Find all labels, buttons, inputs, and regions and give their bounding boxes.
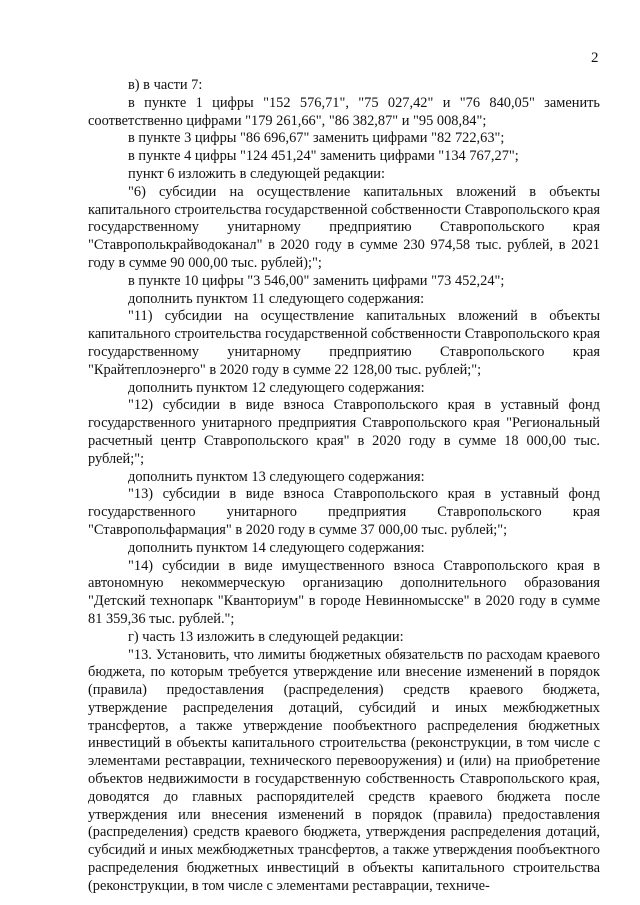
paragraph-item-12-text: "12) субсидии в виде взноса Ставропольского края в уставный фонд государственного унитарного предприятия Ставропольского края "Региональный расчетный центр Ставропольского края" в 2020 году в сумме 18 000,00 тыс. рублей;"; [88, 397, 600, 467]
paragraph-item-13-text: "13) субсидии в виде взноса Ставропольского края в уставный фонд государственного унитарного предприятия Ставропольского края "Ставропольфармация" в 2020 году в сумме 37 000,00 тыс. рублей;"; [88, 486, 600, 538]
paragraph-item-6-intro: пункт 6 изложить в следующей редакции: [128, 165, 385, 182]
paragraph-item-14-text: "14) субсидии в виде имущественного взноса Ставропольского края в автономную некоммерческую организацию дополнительного образования "Детский технопарк "Кванториум" в городе Невинномысске" в 2020 году в сумме 81 359,36 тыс. рублей."; [88, 557, 600, 627]
paragraph-item-4-replace: в пункте 4 цифры "124 451,24" заменить цифрами "134 767,27"; [128, 148, 519, 165]
paragraph-item-1-replace: в пункте 1 цифры "152 576,71", "75 027,42" и "76 840,05" заменить соответственно цифрами "179 261,66", "86 382,87" и "95 008,84"; [88, 94, 600, 129]
paragraph-item-10-replace: в пункте 10 цифры "3 546,00" заменить цифрами "73 452,24"; [128, 272, 505, 289]
paragraph-part-13-text: "13. Установить, что лимиты бюджетных обязательств по расходам краевого бюджета, по которым требуется утверждение или внесение изменений в порядок (правила) предоставления (распределения) средств краевого бюджета, утверждение распределения дотаций, субсидий и иных межбюджетных трансфертов, а также утверждение пообъектного распределения бюджетных инвестиций в объекты капитального строительства (реконструкции, в том числе с элементами реставрации, технического перевооружения) и (или) на приобретение объектов недвижимости в государственную собственность Ставропольского края, доводятся до главных распорядителей средств краевого бюджета после утверждения или внесения изменений в порядок (правила) предоставления (распределения) средств краевого бюджета, утверждения распределения дотаций, субсидий и иных межбюджетных трансфертов, а также утверждения пообъектного распределения бюджетных инвестиций в объекты капитального строительства (реконструкции, в том числе с элементами реставрации, техниче- [88, 646, 600, 894]
paragraph-item-11-intro: дополнить пунктом 11 следующего содержания: [128, 290, 425, 307]
page-number: 2 [591, 50, 599, 66]
paragraph-item-3-replace: в пункте 3 цифры "86 696,67" заменить цифрами "82 722,63"; [128, 130, 505, 147]
paragraph-item-12-intro: дополнить пунктом 12 следующего содержания: [128, 379, 425, 396]
paragraph-item-14-intro: дополнить пунктом 14 следующего содержания: [128, 539, 425, 556]
paragraph-item-11-text: "11) субсидии на осуществление капитальных вложений в объекты капитального строительства государственной собственности Ставропольского края государственному унитарному предприятию Ставропольского края "Крайтеплоэнерго" в 2020 году в сумме 22 128,00 тыс. рублей;"; [88, 308, 600, 378]
paragraph-part-13-heading: г) часть 13 изложить в следующей редакции: [128, 628, 404, 645]
paragraph-part-7-heading: в) в части 7: [128, 77, 203, 93]
document-body [88, 77, 600, 896]
paragraph-item-13-intro: дополнить пунктом 13 следующего содержания: [128, 468, 425, 485]
paragraph-item-6-text: "6) субсидии на осуществление капитальных вложений в объекты капитального строительства государственной собственности Ставропольского края государственному унитарному предприятию Ставропольского края "Ставрополькрайводоканал" в 2020 году в сумме 230 974,58 тыс. рублей, в 2021 году в сумме 90 000,00 тыс. рублей);"; [88, 183, 600, 271]
